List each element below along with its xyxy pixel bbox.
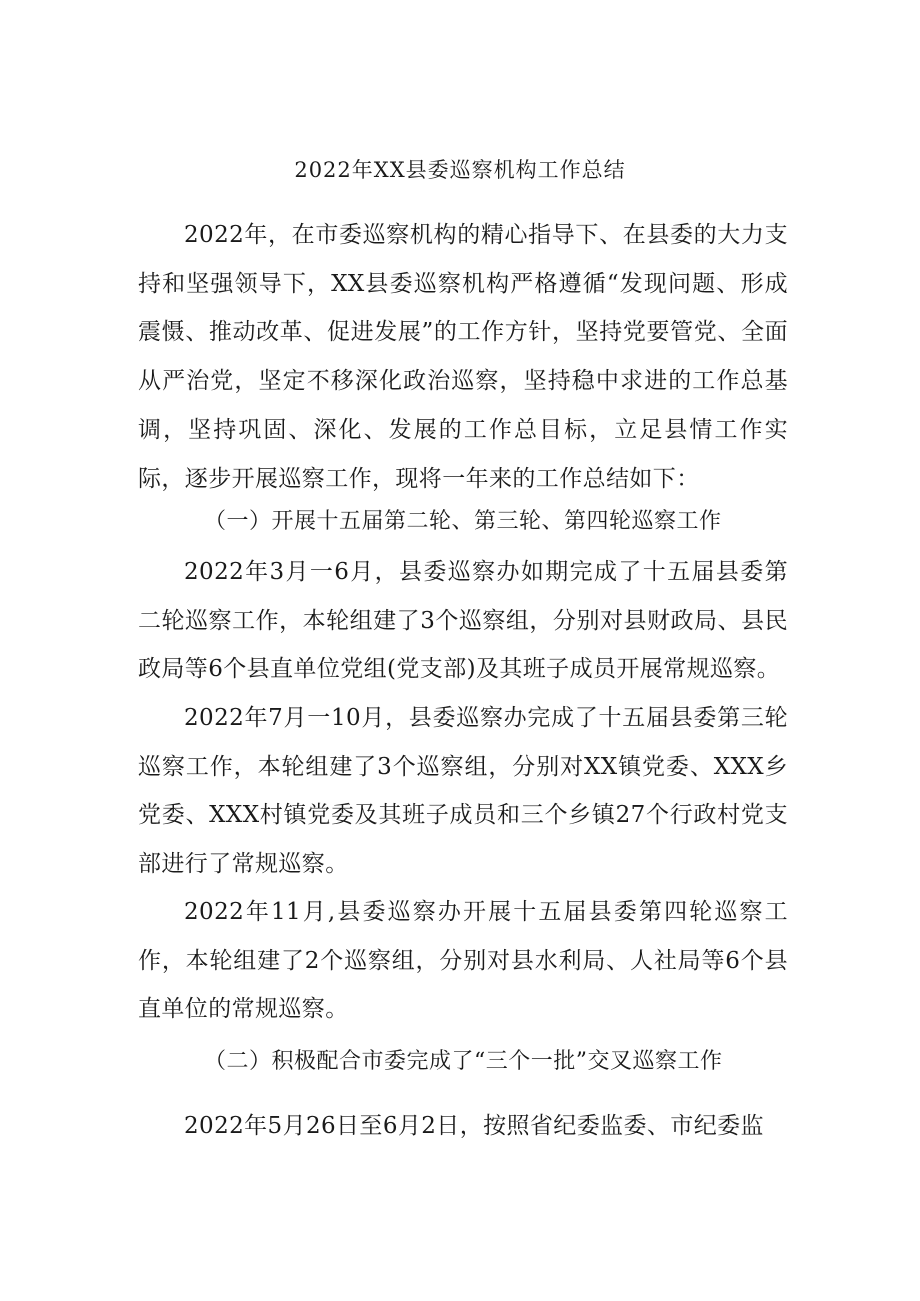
section-2-paragraph-1: 2022年5月26日至6月2日，按照省纪委监委、市纪委监 xyxy=(184,1113,764,1139)
intro-paragraph: 2022年，在市委巡察机构的精心指导下、在县委的大力支持和坚强领导下，XX县委巡察机构严格遵循“发现问题、形成震慑、推动改革、促进发展”的工作方针，坚持党要管党、全面从严治党，坚定不移深化政治巡察，坚持稳中求进的工作总基调，坚持巩固、深化、发展的工作总目标，立足县情工作实际，逐步开展巡察工作，现将一年来的工作总结如下： xyxy=(138,222,788,492)
section-1-paragraph-3: 2022年11月,县委巡察办开展十五届县委第四轮巡察工作，本轮组建了2个巡察组，分别对县水利局、人社局等6个县直单位的常规巡察。 xyxy=(138,899,788,1023)
section-1-paragraph-1: 2022年3月一6月，县委巡察办如期完成了十五届县委第二轮巡察工作，本轮组建了3个巡察组，分别对县财政局、县民政局等6个县直单位党组(党支部)及其班子成员开展常规巡察。 xyxy=(138,559,788,683)
section-1-paragraph-2: 2022年7月一10月，县委巡察办完成了十五届县委第三轮巡察工作，本轮组建了3个巡察组，分别对XX镇党委、XXX乡党委、XXX村镇党委及其班子成员和三个乡镇27个行政村党支部进行了常规巡察。 xyxy=(138,705,788,878)
section-1-heading: （一）开展十五届第二轮、第三轮、第四轮巡察工作 xyxy=(204,509,722,534)
section-2-heading: （二）积极配合市委完成了“三个一批”交叉巡察工作 xyxy=(204,1049,723,1074)
document-title: 2022年XX县委巡察机构工作总结 xyxy=(294,158,626,182)
